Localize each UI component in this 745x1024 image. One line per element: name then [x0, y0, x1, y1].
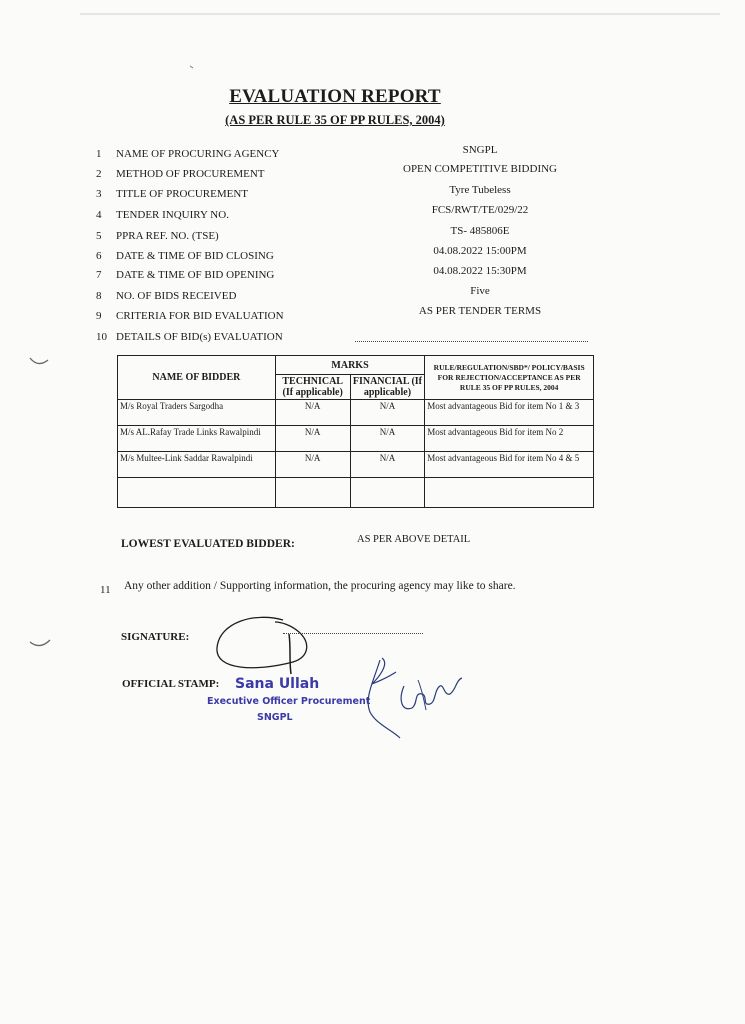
- item-label: PPRA REF. NO. (TSE): [116, 230, 219, 242]
- bidder-name: M/s Multee-Link Saddar Rawalpindi: [118, 452, 276, 478]
- empty-cell: [350, 478, 425, 508]
- financial-marks: N/A: [350, 426, 425, 452]
- empty-cell: [275, 478, 350, 508]
- item-value: 04.08.2022 15:00PM: [433, 245, 527, 257]
- item-number: 5: [96, 230, 102, 242]
- empty-cell: [118, 478, 276, 508]
- bidder-name: M/s Royal Traders Sargodha: [118, 400, 276, 426]
- official-stamp-label: OFFICIAL STAMP:: [122, 678, 220, 690]
- item-value: 04.08.2022 15:30PM: [433, 265, 527, 277]
- item-value: SNGPL: [462, 144, 498, 156]
- lowest-bidder-value: AS PER ABOVE DETAIL: [357, 534, 471, 545]
- item-number: 2: [96, 168, 102, 180]
- item-number: 7: [96, 269, 102, 281]
- official-stamp: [205, 676, 371, 728]
- item-label: NO. OF BIDS RECEIVED: [116, 290, 237, 302]
- page-subtitle: (AS PER RULE 35 OF PP RULES, 2004): [225, 113, 445, 127]
- item-row: [0, 163, 745, 186]
- item-row: [0, 285, 745, 308]
- item-number: 9: [96, 310, 102, 322]
- pen-signature: [352, 650, 472, 745]
- dotted-line: [355, 341, 588, 342]
- item-value: TS- 485806E: [450, 225, 510, 237]
- item-number: 1: [96, 148, 102, 160]
- technical-marks: N/A: [275, 452, 350, 478]
- table-row: [118, 426, 594, 452]
- item-row: [0, 265, 745, 287]
- technical-marks: N/A: [275, 426, 350, 452]
- item-label: METHOD OF PROCUREMENT: [116, 168, 265, 180]
- item-row: [0, 225, 745, 248]
- item-label: DATE & TIME OF BID CLOSING: [116, 250, 274, 262]
- column-header-marks: MARKS: [275, 356, 425, 375]
- column-header-financial: FINANCIAL (If applicable): [350, 375, 425, 400]
- table-header-row: [118, 356, 594, 375]
- item-value: OPEN COMPETITIVE BIDDING: [403, 163, 557, 175]
- bidder-name: M/s AL.Rafay Trade Links Rawalpindi: [118, 426, 276, 452]
- financial-marks: N/A: [350, 452, 425, 478]
- lowest-bidder-label: LOWEST EVALUATED BIDDER:: [121, 538, 295, 550]
- item-label: DATE & TIME OF BID OPENING: [116, 269, 275, 281]
- item-label: CRITERIA FOR BID EVALUATION: [116, 310, 284, 322]
- evaluation-basis: Most advantageous Bid for item No 1 & 3: [425, 400, 594, 426]
- item-label: TITLE OF PROCUREMENT: [116, 188, 248, 200]
- signature-scribble: [205, 610, 315, 685]
- item-value: Tyre Tubeless: [449, 184, 511, 196]
- table-row: [118, 400, 594, 426]
- stamp-title: Executive Officer Procurement: [207, 696, 371, 707]
- item-number: 8: [96, 290, 102, 302]
- item-value: AS PER TENDER TERMS: [418, 305, 542, 317]
- item-row: [0, 245, 745, 268]
- signature-label: SIGNATURE:: [121, 631, 190, 643]
- column-header-name: NAME OF BIDDER: [118, 356, 276, 400]
- item-label: TENDER INQUIRY NO.: [116, 209, 229, 221]
- technical-marks: N/A: [275, 400, 350, 426]
- column-header-rule: RULE/REGULATION/SBD*/ POLICY/BASIS FOR REJECTION/ACCEPTANCE AS PER RULE 35 OF PP RULES, 2004: [425, 356, 594, 400]
- item-label: NAME OF PROCURING AGENCY: [116, 148, 280, 160]
- item-value: FCS/RWT/TE/029/22: [431, 204, 529, 216]
- item-number: 10: [96, 331, 107, 343]
- financial-marks: N/A: [350, 400, 425, 426]
- item-number: 6: [96, 250, 102, 262]
- bid-evaluation-table: [117, 355, 594, 508]
- empty-cell: [425, 478, 594, 508]
- stamp-org: SNGPL: [257, 712, 293, 723]
- column-header-technical: TECHNICAL (If applicable): [275, 375, 350, 400]
- table-row: [118, 452, 594, 478]
- item-value: Five: [470, 285, 490, 297]
- item-row: [0, 305, 745, 328]
- evaluation-basis: Most advantageous Bid for item No 2: [425, 426, 594, 452]
- evaluation-basis: Most advantageous Bid for item No 4 & 5: [425, 452, 594, 478]
- supporting-info-text: Any other addition / Supporting information, the procuring agency may like to share.: [124, 580, 516, 592]
- item-row: [0, 204, 745, 227]
- item-number: 4: [96, 209, 102, 221]
- item-number: 3: [96, 188, 102, 200]
- item-row: [0, 331, 745, 349]
- table-row-empty: [118, 478, 594, 508]
- stamp-name: Sana Ullah: [235, 676, 320, 692]
- item-label: DETAILS OF BID(s) EVALUATION: [116, 331, 283, 343]
- item-number: 11: [100, 584, 111, 596]
- item-row: [0, 144, 745, 166]
- item-row: [0, 184, 745, 206]
- page-title: EVALUATION REPORT: [229, 86, 441, 107]
